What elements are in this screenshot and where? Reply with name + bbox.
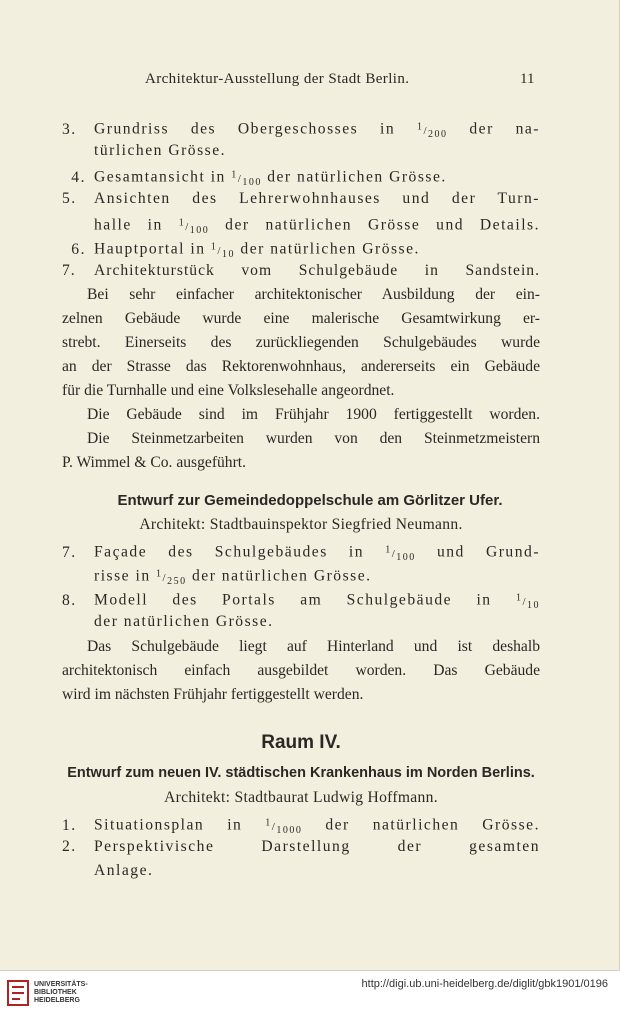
paragraph-line: architektonisch einfach ausgebildet worden. Das Gebäude (62, 662, 540, 679)
running-header-title: Architektur-Ausstellung der Stadt Berlin. (145, 71, 410, 87)
footer-bar (0, 970, 620, 1015)
paragraph-line: wird im nächsten Frühjahr fertiggestellt werden. (62, 686, 364, 703)
list-item-3: 3. Grundriss des Obergeschosses in $^1/_{200}$ der na- (62, 120, 540, 140)
paragraph-line: zelnen Gebäude wurde eine malerische Gesamtwirkung er- (62, 310, 540, 327)
room-title: Raum IV. (261, 732, 341, 753)
architect-line: Architekt: Stadtbaurat Ludwig Hoffmann. (164, 789, 438, 806)
list-item-2: 2. Perspektivische Darstellung der gesamten (62, 838, 540, 855)
list-item-6: 6. Hauptportal in $^1/_{10}$ der natürlichen Grösse. (71, 240, 420, 260)
list-item-7: 7. Architekturstück vom Schulgebäude in Sandstein. (62, 262, 540, 279)
list-item-1: 1. Situationsplan in $^1/_{1000}$ der natürlichen Grösse. (62, 816, 541, 836)
paragraph-line: Die Steinmetzarbeiten wurden von den Steinmetzmeistern (87, 430, 540, 447)
list-item-4: 4. Gesamtansicht in $^1/_{100}$ der natürlichen Grösse. (71, 168, 447, 188)
paragraph-line: Die Gebäude sind im Frühjahr 1900 fertiggestellt worden. (87, 406, 540, 423)
library-logo-icon (6, 977, 30, 1009)
paragraph-line: Bei sehr einfacher architektonischer Ausbildung der ein- (87, 286, 540, 303)
architect-line: Architekt: Stadtbauinspektor Siegfried Neumann. (139, 516, 463, 533)
list-item-8-cont: der natürlichen Grösse. (94, 613, 274, 630)
source-url-link[interactable]: http://digi.ub.uni-heidelberg.de/diglit/gbk1901/0196 (361, 978, 608, 990)
paragraph-line: Das Schulgebäude liegt auf Hinterland und ist deshalb (87, 638, 540, 655)
list-item-7b: 7. Façade des Schulgebäudes in $^1/_{100}$ und Grund- (62, 543, 541, 563)
list-item-3-cont: türlichen Grösse. (94, 142, 227, 159)
paragraph-line: an der Strasse das Rektorenwohnhaus, andererseits ein Gebäude (62, 358, 540, 375)
list-item-5: 5. Ansichten des Lehrerwohnhauses und der Turn- (62, 190, 540, 207)
library-name: UNIVERSITÄTS- BIBLIOTHEK HEIDELBERG (34, 981, 88, 1004)
section-heading: Entwurf zum neuen IV. städtischen Krankenhaus im Norden Berlins. (67, 765, 535, 781)
list-item-8: 8. Modell des Portals am Schulgebäude in $^1/_{10}$ (62, 591, 540, 611)
paragraph-line: strebt. Einerseits des zurückliegenden Schulgebäudes wurde (62, 334, 540, 351)
list-item-5-cont: halle in $^1/_{100}$ der natürlichen Grösse und Details. (94, 216, 540, 236)
list-item-7b-cont: risse in $^1/_{250}$ der natürlichen Grösse. (94, 567, 372, 587)
section-heading: Entwurf zur Gemeindedoppelschule am Görlitzer Ufer. (117, 492, 503, 509)
paragraph-line: P. Wimmel & Co. ausgeführt. (62, 454, 247, 471)
paragraph-line: für die Turnhalle und eine Volkslesehalle angeordnet. (62, 382, 395, 399)
list-item-2-cont: Anlage. (94, 862, 154, 879)
page-number: 11 (520, 71, 535, 87)
